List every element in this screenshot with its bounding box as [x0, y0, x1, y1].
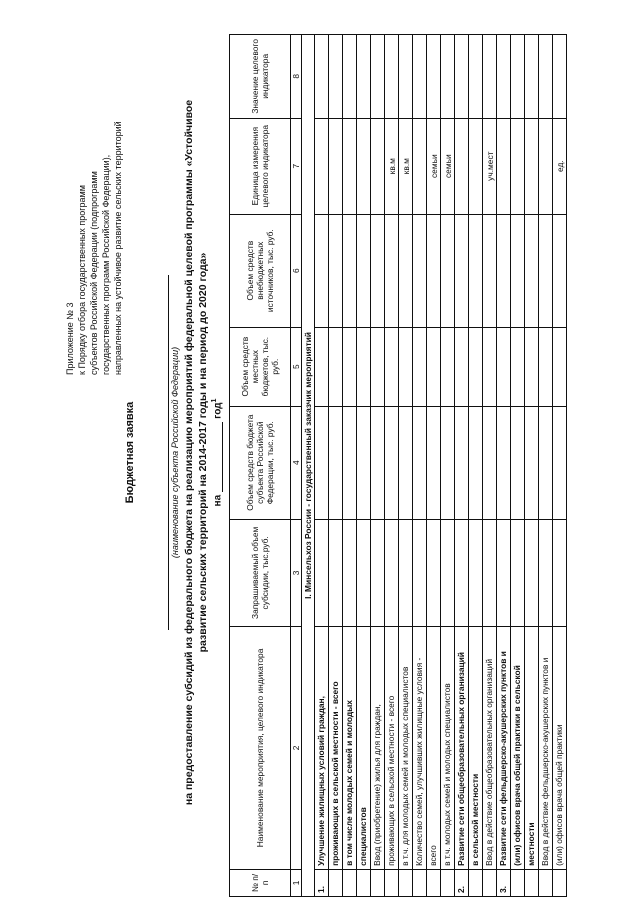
table-row — [483, 35, 497, 897]
row-number — [329, 869, 343, 896]
row-number — [525, 869, 539, 896]
header-cell: Запрашиваемый объем субсидии, тыс.руб. — [230, 519, 291, 626]
row-value-cell — [469, 406, 483, 519]
row-value-cell — [399, 519, 413, 626]
row-name: в сельской местности — [469, 627, 483, 870]
row-number — [539, 869, 553, 896]
table-row — [385, 35, 399, 897]
footnote-mark: 1 — [211, 398, 218, 403]
row-number — [511, 869, 525, 896]
row-value-cell — [539, 35, 553, 119]
row-value-cell — [553, 35, 567, 119]
header-cell: Объем средств внебюджетных источников, тыс. руб. — [230, 214, 291, 327]
row-value-cell — [315, 406, 329, 519]
table-row — [511, 35, 525, 897]
row-value-cell — [357, 214, 371, 327]
table-row — [371, 35, 385, 897]
section-row — [302, 35, 315, 897]
row-value-cell — [399, 406, 413, 519]
subject-blank-line — [156, 275, 169, 630]
row-unit: кв.м — [399, 118, 413, 214]
row-unit: кв.м — [385, 118, 399, 214]
budget-table — [229, 34, 567, 897]
row-unit: семьи — [427, 118, 441, 214]
column-number: 2 — [291, 627, 302, 870]
row-name: в т.ч. молодых семей и молодых специалистов — [441, 627, 455, 870]
column-number: 7 — [291, 118, 302, 214]
row-number: 1. — [315, 869, 329, 896]
appendix-line: субъектов Российской Федерации (подпрограмм — [89, 171, 99, 375]
row-value-cell — [343, 214, 357, 327]
row-number — [553, 869, 567, 896]
row-name: (или) офисов врача общей практики — [553, 627, 567, 870]
row-unit — [329, 118, 343, 214]
row-value-cell — [371, 519, 385, 626]
appendix-line: государственных программ Российской Федерации), — [101, 154, 111, 375]
row-value-cell — [315, 519, 329, 626]
row-value-cell — [441, 327, 455, 406]
row-unit — [539, 118, 553, 214]
row-value-cell — [539, 519, 553, 626]
row-value-cell — [553, 406, 567, 519]
row-value-cell — [497, 214, 511, 327]
row-name: проживающих в сельской местности - всего — [329, 627, 343, 870]
document-title: Бюджетная заявка — [124, 401, 136, 504]
row-value-cell — [511, 214, 525, 327]
header-cell: Значение целевого индикатора — [230, 35, 291, 119]
header-cell: Единица измерения целевого индикатора — [230, 118, 291, 214]
row-number — [413, 869, 427, 896]
row-value-cell — [441, 35, 455, 119]
row-value-cell — [553, 519, 567, 626]
row-unit — [357, 118, 371, 214]
row-value-cell — [455, 327, 469, 406]
table-row — [315, 35, 329, 897]
row-value-cell — [455, 519, 469, 626]
table-row — [497, 35, 511, 897]
row-value-cell — [469, 214, 483, 327]
row-name: проживающих в сельской местности - всего — [385, 627, 399, 870]
row-number: 3. — [497, 869, 511, 896]
table-row — [357, 35, 371, 897]
row-value-cell — [441, 406, 455, 519]
row-value-cell — [525, 519, 539, 626]
row-name: Ввод в действие общеобразовательных организаций — [483, 627, 497, 870]
row-value-cell — [483, 327, 497, 406]
section-title: I. Минсельхоз России - государственный заказчик мероприятий — [302, 35, 315, 897]
row-value-cell — [539, 406, 553, 519]
row-value-cell — [329, 214, 343, 327]
row-value-cell — [483, 35, 497, 119]
row-name: специалистов — [357, 627, 371, 870]
row-value-cell — [413, 35, 427, 119]
year-blank — [212, 422, 223, 492]
column-number: 4 — [291, 406, 302, 519]
row-value-cell — [315, 35, 329, 119]
row-value-cell — [525, 214, 539, 327]
row-value-cell — [329, 327, 343, 406]
row-value-cell — [441, 214, 455, 327]
row-unit — [455, 118, 469, 214]
heading-line-2: развитие сельских территорий на 2014-2017 годы и на период до 2020 года» — [197, 252, 209, 653]
row-value-cell — [497, 35, 511, 119]
row-number — [441, 869, 455, 896]
header-cell: Объем средств местных бюджетов, тыс. руб. — [230, 327, 291, 406]
header-cell: Объем средств бюджета субъекта Российской Федерации, тыс. руб. — [230, 406, 291, 519]
appendix-line: Приложение № 3 — [65, 302, 75, 375]
row-number — [357, 869, 371, 896]
row-value-cell — [413, 327, 427, 406]
row-value-cell — [329, 35, 343, 119]
row-value-cell — [455, 214, 469, 327]
row-value-cell — [357, 35, 371, 119]
row-value-cell — [427, 406, 441, 519]
row-number — [483, 869, 497, 896]
row-value-cell — [525, 35, 539, 119]
row-unit: ед. — [553, 118, 567, 214]
row-value-cell — [497, 406, 511, 519]
row-value-cell — [483, 214, 497, 327]
row-value-cell — [469, 519, 483, 626]
column-number: 5 — [291, 327, 302, 406]
row-value-cell — [329, 519, 343, 626]
table-row — [553, 35, 567, 897]
header-cell: № п/п — [230, 869, 291, 896]
row-value-cell — [343, 519, 357, 626]
table-row — [399, 35, 413, 897]
row-value-cell — [343, 406, 357, 519]
row-number — [399, 869, 413, 896]
row-unit — [315, 118, 329, 214]
year-line — [211, 0, 223, 905]
row-value-cell — [385, 214, 399, 327]
row-number — [385, 869, 399, 896]
row-name: Количество семей, улучшивших жилищные условия - — [413, 627, 427, 870]
appendix-line: к Порядку отбора государственных программ — [77, 185, 87, 375]
row-value-cell — [399, 214, 413, 327]
table-row — [469, 35, 483, 897]
row-value-cell — [371, 214, 385, 327]
row-name: в т.ч. для молодых семей и молодых специалистов — [399, 627, 413, 870]
row-value-cell — [525, 406, 539, 519]
row-value-cell — [427, 327, 441, 406]
row-unit — [343, 118, 357, 214]
row-value-cell — [497, 327, 511, 406]
row-value-cell — [511, 406, 525, 519]
row-value-cell — [399, 35, 413, 119]
row-value-cell — [483, 406, 497, 519]
row-value-cell — [469, 327, 483, 406]
row-unit — [371, 118, 385, 214]
document-heading — [182, 0, 210, 905]
row-name: Ввод (приобретение) жилья для граждан, — [371, 627, 385, 870]
heading-line-1: на предоставление субсидий из федерального бюджета на реализацию мероприятий федеральной целевой программы «Устойчивое — [183, 99, 195, 806]
appendix-block — [64, 75, 124, 375]
row-name: Улучшение жилищных условий граждан, — [315, 627, 329, 870]
row-value-cell — [413, 406, 427, 519]
row-unit — [497, 118, 511, 214]
row-value-cell — [497, 519, 511, 626]
row-unit: семьи — [441, 118, 455, 214]
row-unit — [511, 118, 525, 214]
row-value-cell — [427, 519, 441, 626]
table-row — [441, 35, 455, 897]
row-value-cell — [343, 327, 357, 406]
row-value-cell — [455, 406, 469, 519]
row-value-cell — [385, 519, 399, 626]
column-number: 1 — [291, 869, 302, 896]
row-value-cell — [427, 214, 441, 327]
row-value-cell — [371, 327, 385, 406]
table-row — [413, 35, 427, 897]
row-name: в том числе молодых семей и молодых — [343, 627, 357, 870]
row-value-cell — [371, 35, 385, 119]
row-value-cell — [329, 406, 343, 519]
row-unit — [469, 118, 483, 214]
table-row — [427, 35, 441, 897]
row-number: 2. — [455, 869, 469, 896]
row-number — [343, 869, 357, 896]
row-name: Развитие сети фельдшерско-акушерских пунктов и — [497, 627, 511, 870]
table-row — [539, 35, 553, 897]
column-number: 8 — [291, 35, 302, 119]
row-number — [469, 869, 483, 896]
row-value-cell — [469, 35, 483, 119]
table-row — [343, 35, 357, 897]
row-value-cell — [525, 327, 539, 406]
table-header-row — [230, 35, 291, 897]
row-value-cell — [343, 35, 357, 119]
row-value-cell — [427, 35, 441, 119]
row-number — [371, 869, 385, 896]
row-value-cell — [413, 214, 427, 327]
column-number: 3 — [291, 519, 302, 626]
row-value-cell — [553, 214, 567, 327]
row-number — [427, 869, 441, 896]
row-value-cell — [385, 327, 399, 406]
row-value-cell — [357, 406, 371, 519]
appendix-line: направленных на устойчивое развитие сельских территорий — [113, 121, 123, 375]
row-name: (или) офисов врача общей практики в сельской — [511, 627, 525, 870]
header-cell: Наименование мероприятия, целевого индикатора — [230, 627, 291, 870]
row-value-cell — [441, 519, 455, 626]
row-value-cell — [455, 35, 469, 119]
row-value-cell — [315, 327, 329, 406]
row-value-cell — [511, 35, 525, 119]
table-row — [455, 35, 469, 897]
row-name: Ввод в действие фельдшерско-акушерских пунктов и — [539, 627, 553, 870]
row-value-cell — [385, 406, 399, 519]
table-row — [329, 35, 343, 897]
row-value-cell — [413, 519, 427, 626]
column-number-row — [291, 35, 302, 897]
subject-caption: (наименование субъекта Российской Федерации) — [170, 346, 180, 559]
row-value-cell — [385, 35, 399, 119]
row-value-cell — [539, 327, 553, 406]
row-value-cell — [483, 519, 497, 626]
row-value-cell — [357, 519, 371, 626]
row-value-cell — [553, 327, 567, 406]
row-value-cell — [357, 327, 371, 406]
row-unit — [413, 118, 427, 214]
column-number: 6 — [291, 214, 302, 327]
row-value-cell — [539, 214, 553, 327]
year-prefix: на — [212, 494, 224, 507]
row-value-cell — [371, 406, 385, 519]
row-unit: уч.мест — [483, 118, 497, 214]
row-value-cell — [399, 327, 413, 406]
row-value-cell — [315, 214, 329, 327]
row-name: всего — [427, 627, 441, 870]
row-value-cell — [511, 519, 525, 626]
row-name: Развитие сети общеобразовательных организаций — [455, 627, 469, 870]
year-suffix: год — [212, 402, 224, 419]
row-value-cell — [511, 327, 525, 406]
row-unit — [525, 118, 539, 214]
row-name: местности — [525, 627, 539, 870]
table-row — [525, 35, 539, 897]
